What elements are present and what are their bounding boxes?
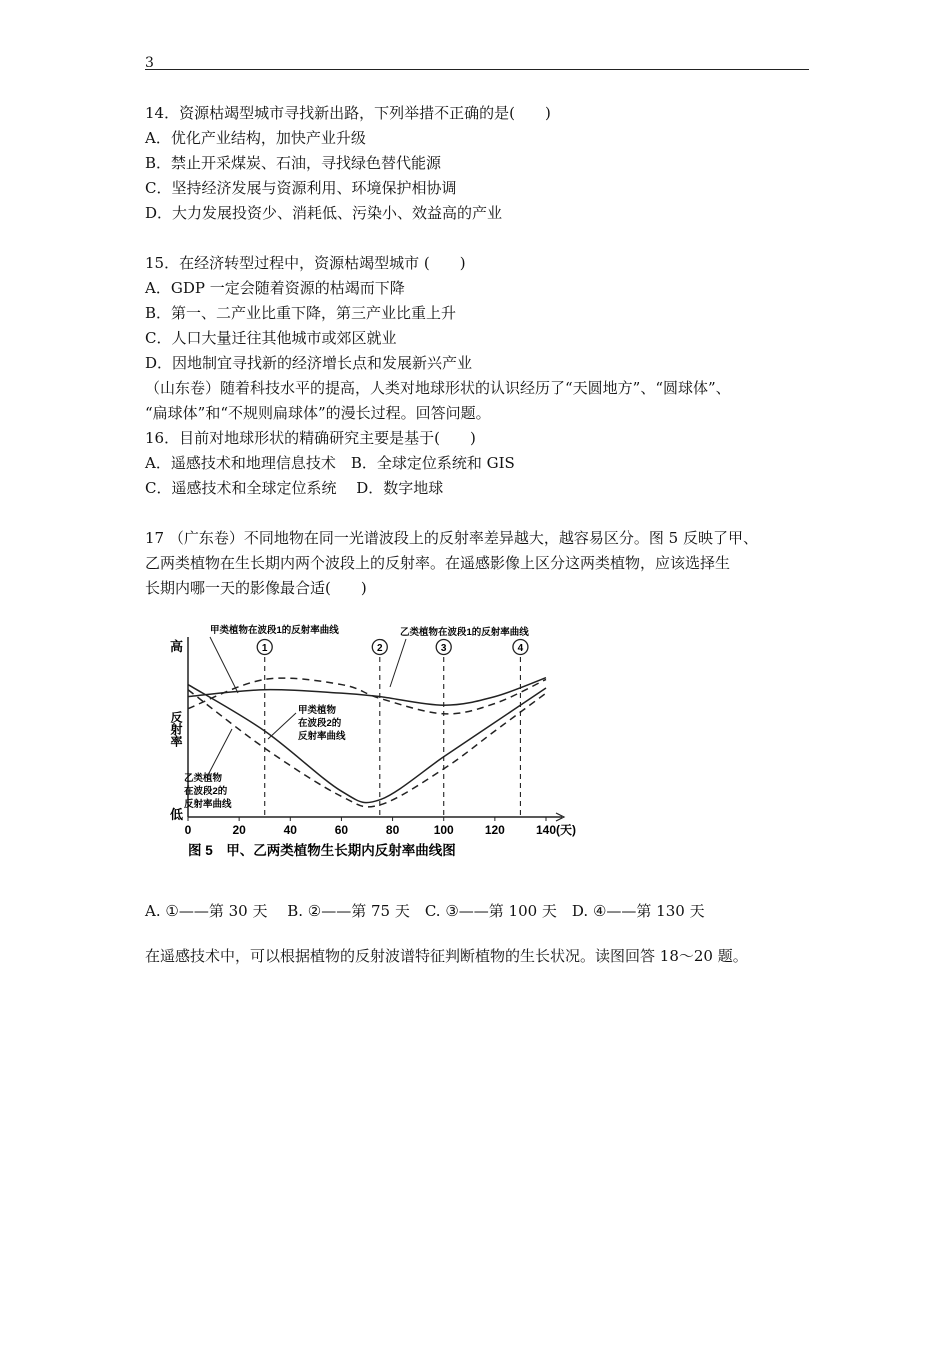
q16-stem: 16．目前对地球形状的精确研究主要是基于( ) <box>145 429 476 447</box>
y-low-label: 低 <box>170 807 184 822</box>
document-body <box>145 101 813 969</box>
annotation-jia-band1: 甲类植物在波段1的反射率曲线 <box>210 625 339 636</box>
figure-5 <box>150 621 610 881</box>
x-tick-label: 100 <box>433 823 454 837</box>
question-16 <box>145 426 813 501</box>
x-tick-label: 40 <box>283 823 297 837</box>
annotation-yi-band2: 在波段2的 <box>184 786 228 797</box>
q15-option-b: B．第一、二产业比重下降，第三产业比重上升 <box>145 304 457 322</box>
q17-stem-line-2: 乙两类植物在生长期内两个波段上的反射率。在遥感影像上区分这两类植物，应该选择生 <box>145 554 731 572</box>
annotation-leader <box>268 713 296 739</box>
header-rule <box>145 69 809 70</box>
series-line-2 <box>188 678 546 714</box>
q14-option-d: D．大力发展投资少、消耗低、污染小、效益高的产业 <box>145 204 503 222</box>
q15-option-d: D．因地制宜寻找新的经济增长点和发展新兴产业 <box>145 354 473 372</box>
x-axis-unit: (天) <box>556 823 576 837</box>
q14-option-a: A．优化产业结构，加快产业升级 <box>145 129 366 147</box>
x-tick-label: 60 <box>334 823 349 837</box>
q14-stem: 14．资源枯竭型城市寻找新出路，下列举措不正确的是( ) <box>145 104 551 122</box>
y-high-label: 高 <box>170 639 184 654</box>
figure-caption: 图 5 甲、乙两类植物生长期内反射率曲线图 <box>188 843 456 858</box>
q15-option-a: A．GDP 一定会随着资源的枯竭而下降 <box>145 279 405 297</box>
marker-label: 2 <box>377 643 383 654</box>
x-tick-label: 20 <box>232 823 246 837</box>
q17-stem-line-1: 17 （广东卷）不同地物在同一光谱波段上的反射率差异越大，越容易区分。图 5 反映了甲、 <box>145 529 758 547</box>
shandong-intro-line-1: （山东卷）随着科技水平的提高，人类对地球形状的认识经历了“天圆地方”、“圆球体”、 <box>145 379 731 397</box>
y-axis-label: 反射率 <box>169 711 183 747</box>
marker-label: 4 <box>517 643 524 654</box>
shandong-intro-line-2: “扁球体”和“不规则扁球体”的漫长过程。回答问题。 <box>145 404 491 422</box>
series-line-3 <box>188 685 546 803</box>
x-tick-label: 80 <box>385 823 400 837</box>
annotation-jia-band2: 甲类植物 <box>298 705 337 716</box>
annotation-yi-band1: 乙类植物在波段1的反射率曲线 <box>400 627 529 638</box>
x-tick-label: 140 <box>535 823 557 837</box>
series-line-1 <box>188 678 546 706</box>
annotation-leader <box>390 639 406 687</box>
annotation-jia-band2: 在波段2的 <box>298 718 342 729</box>
marker-label: 3 <box>440 643 447 654</box>
annotation-yi-band2: 反射率曲线 <box>184 799 232 810</box>
annotation-leader <box>208 729 232 775</box>
q17-stem-line-3: 长期内哪一天的影像最合适( ) <box>145 579 367 597</box>
q16-options-row-2: C．遥感技术和全球定位系统 D．数字地球 <box>145 479 444 497</box>
q14-option-b: B．禁止开采煤炭、石油，寻找绿色替代能源 <box>145 154 442 172</box>
x-tick-label: 0 <box>184 823 192 837</box>
x-tick-label: 120 <box>484 823 505 837</box>
q15-stem: 15．在经济转型过程中，资源枯竭型城市 ( ) <box>145 254 466 272</box>
question-14 <box>145 101 813 226</box>
marker-label: 1 <box>261 643 268 654</box>
q16-options-row-1: A．遥感技术和地理信息技术 B．全球定位系统和 GIS <box>145 454 515 472</box>
annotation-jia-band2: 反射率曲线 <box>298 731 346 742</box>
shandong-intro <box>145 376 813 426</box>
series-line-4 <box>188 690 546 807</box>
question-15 <box>145 251 813 376</box>
q14-option-c: C．坚持经济发展与资源利用、环境保护相协调 <box>145 179 457 197</box>
reflectance-chart <box>150 621 610 881</box>
annotation-leader <box>210 637 238 693</box>
q15-option-c: C．人口大量迁往其他城市或郊区就业 <box>145 329 397 347</box>
page-number: 3 <box>145 55 154 71</box>
intro-18-20: 在遥感技术中，可以根据植物的反射波谱特征判断植物的生长状况。读图回答 18～20 题。 <box>145 947 748 965</box>
q17-options: A. ①——第 30 天 B. ②——第 75 天 C. ③——第 100 天 D. ④——第 130 天 <box>145 902 705 920</box>
question-17 <box>145 526 813 601</box>
annotation-yi-band2: 乙类植物 <box>184 773 223 784</box>
